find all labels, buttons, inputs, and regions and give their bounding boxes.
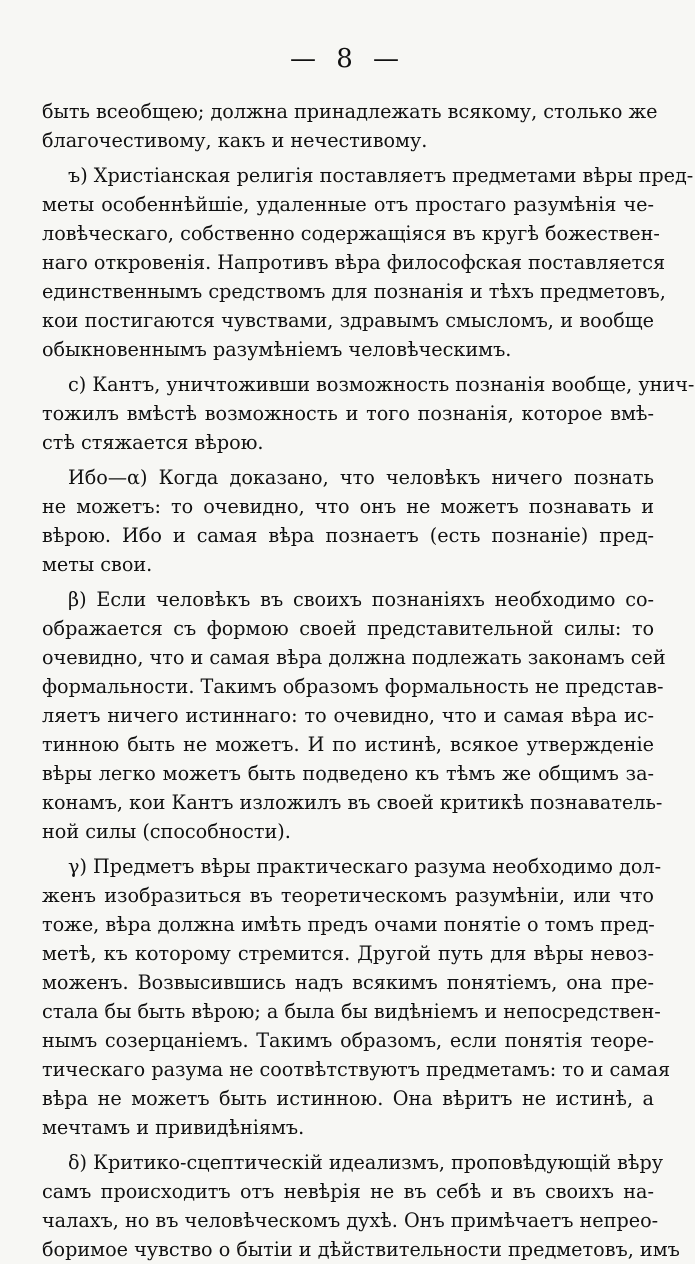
text-line: вѣрою. Ибо и самая вѣра познаетъ (есть познаніе) пред- bbox=[42, 524, 654, 547]
text-line: тическаго разума не соотвѣтствуютъ предметамъ: то и самая bbox=[42, 1058, 671, 1081]
text-line: кои постигаются чувствами, здравымъ смысломъ, и вообще bbox=[42, 309, 654, 332]
text-line: β) Если человѣкъ въ своихъ познаніяхъ необходимо со- bbox=[68, 588, 654, 611]
paragraph bbox=[42, 463, 654, 579]
text-line: тинною быть не можетъ. И по истинѣ, всякое утвержденіе bbox=[42, 733, 654, 756]
page-body bbox=[42, 97, 695, 1264]
text-line: благочестивому, какъ и нечестивому. bbox=[42, 129, 428, 152]
text-line: тожилъ вмѣстѣ возможность и того познанія, которое вмѣ- bbox=[42, 402, 654, 425]
text-line: женъ изобразиться въ теоретическомъ разумѣніи, или что bbox=[42, 884, 654, 907]
text-line: стѣ стяжается вѣрою. bbox=[42, 431, 264, 454]
text-line: ловѣческаго, собственно содержащіяся въ кругѣ божествен- bbox=[42, 222, 660, 245]
text-line: вѣра не можетъ быть истинною. Она вѣритъ не истинѣ, а bbox=[42, 1087, 654, 1110]
text-line: формальности. Такимъ образомъ формальность не представ- bbox=[42, 675, 664, 698]
text-line: стала бы быть вѣрою; а была бы видѣніемъ и непосредствен- bbox=[42, 1000, 661, 1023]
text-line: δ) Критико-сцептическій идеализмъ, проповѣдующій вѣру bbox=[68, 1151, 664, 1174]
text-line: не можетъ: то очевидно, что онъ не можетъ познавать и bbox=[42, 495, 654, 518]
text-line: единственнымъ средствомъ для познанія и тѣхъ предметовъ, bbox=[42, 280, 666, 303]
paragraph bbox=[42, 97, 658, 155]
text-line: ной силы (способности). bbox=[42, 820, 291, 843]
text-line: Ибо—α) Когда доказано, что человѣкъ ничего познать bbox=[68, 466, 654, 489]
text-line: самъ происходитъ отъ невѣрія не въ себѣ и въ своихъ на- bbox=[42, 1180, 654, 1203]
paragraph bbox=[42, 852, 671, 1142]
text-line: меты свои. bbox=[42, 553, 153, 576]
paragraph bbox=[42, 585, 666, 846]
text-line: ъ) Христіанская религія поставляетъ предметами вѣры пред- bbox=[68, 164, 694, 187]
text-line: γ) Предметъ вѣры практическаго разума необходимо дол- bbox=[68, 855, 662, 878]
text-line: c) Кантъ, уничтоживши возможность познанія вообще, унич- bbox=[68, 373, 695, 396]
text-line: моженъ. Возвысившись надъ всякимъ понятіемъ, она пре- bbox=[42, 971, 654, 994]
text-line: нымъ созерцаніемъ. Такимъ образомъ, если понятія теоре- bbox=[42, 1029, 654, 1052]
text-line: ображается съ формою своей представительной силы: то bbox=[42, 617, 654, 640]
text-line: быть всеобщею; должна принадлежать всякому, столько же bbox=[42, 100, 658, 123]
text-line: обыкновеннымъ разумѣніемъ человѣческимъ. bbox=[42, 338, 512, 361]
text-line: тоже, вѣра должна имѣть предъ очами понятіе о томъ пред- bbox=[42, 913, 655, 936]
text-line: наго откровенія. Напротивъ вѣра философская поставляется bbox=[42, 251, 666, 274]
text-line: мечтамъ и привидѣніямъ. bbox=[42, 1116, 305, 1139]
text-line: чалахъ, но въ человѣческомъ духѣ. Онъ примѣчаетъ непрео- bbox=[42, 1209, 659, 1232]
paragraph bbox=[42, 1148, 680, 1264]
paragraph bbox=[42, 370, 695, 457]
text-line: метѣ, къ которому стремится. Другой путь для вѣры невоз- bbox=[42, 942, 654, 965]
paragraph bbox=[42, 161, 694, 364]
text-line: очевидно, что и самая вѣра должна подлежать законамъ сей bbox=[42, 646, 666, 669]
text-line: меты особеннѣйшіе, удаленные отъ простаго разумѣнія че- bbox=[42, 193, 654, 216]
text-line: боримое чувство о бытіи и дѣйствительности предметовъ, имъ bbox=[42, 1238, 680, 1261]
page-number: — 8 — bbox=[289, 44, 406, 74]
text-line: вѣры легко можетъ быть подведено къ тѣмъ же общимъ за- bbox=[42, 762, 654, 785]
text-line: конамъ, кои Кантъ изложилъ въ своей критикѣ познаватель- bbox=[42, 791, 663, 814]
text-line: ляетъ ничего истиннаго: то очевидно, что и самая вѣра ис- bbox=[42, 704, 654, 727]
